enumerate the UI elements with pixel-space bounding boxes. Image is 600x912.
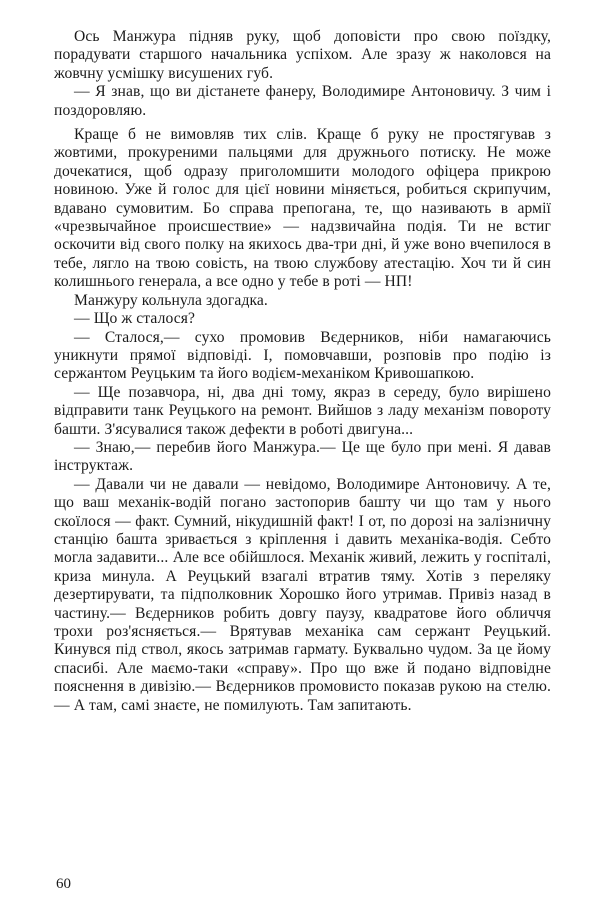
paragraph: Ось Манжура підняв руку, щоб доповісти про свою поїздку, порадувати старшого начальника успіхом. Але зразу ж наколовся на жовчну усмішку висушених губ. xyxy=(54,28,551,82)
paragraph: — Ще позавчора, ні, два дні тому, якраз в середу, було вирішено відправити танк Реуцького на ремонт. Вийшов з ладу механізм повороту башти. З'ясувалися також дефекти в роботі двигуна... xyxy=(54,383,551,438)
paragraph: — Я знав, що ви дістанете фанеру, Володимире Антоновичу. З чим і поздоровляю. xyxy=(54,83,551,119)
paragraph: — Давали чи не давали — невідомо, Володимире Антоновичу. А те, що ваш механік-водій погано застопорив башту чи що там у нього скоїлося — факт. Сумний, нікудишній факт! І от, по дорозі на залізничну станцію башта зривається з кріплення і давить механіка-водія. Себто могла задавити... Але все обійшлося. Механік живий, лежить у госпіталі, криза минула. А Реуцький взагалі втратив тяму. Хотів з переляку дезертирувати, та підполковник Хорошко його утримав. Привіз назад в частину.— Вєдерников робить довгу паузу, квадратове його обличчя трохи роз'ясняється.— Врятував механіка сам сержант Реуцький. Кинувся під ствол, якось затримав гармату. Буквально чудом. За це йому спасибі. Але маємо-таки «справу». Про що вже й подано відповідне пояснення в дивізію.— Вєдерников промовисто показав рукою на стелю.— А там, самі знаєте, не помилують. Там запитають. xyxy=(54,475,551,714)
paragraph: Краще б не вимовляв тих слів. Краще б руку не простягував з жовтими, прокуреними пальцями для дружнього потиску. Не може дочекатися, щоб одразу приголомшити молодого офіцера прикрою новиною. Уже й голос для цієї новини міняється, робиться скрипучим, вдавано сумовитим. Бо справа препогана, те, що називають в армії «чрезвычайное происшествие» — надзвичайна подія. Ти не встиг оскочити від свого полку на якихось два-три дні, й уже воно вчепилося в тебе, лягло на твою совість, на твою службову атестацію. Хоч ти й син колишнього генерала, а все одно у тебе в роті — НП! xyxy=(54,126,551,291)
paragraph: — Сталося,— сухо промовив Вєдерников, ніби намагаючись уникнути прямої відповіді. І, помовчавши, розповів про подію із сержантом Реуцьким та його водієм-механіком Кривошапкою. xyxy=(54,328,551,383)
page-text xyxy=(54,28,551,715)
page-number: 60 xyxy=(56,876,71,892)
paragraph: Манжуру кольнула здогадка. xyxy=(74,291,268,309)
paragraph: — Що ж сталося? xyxy=(74,310,196,328)
paragraph: — Знаю,— перебив його Манжура.— Це ще було при мені. Я давав інструктаж. xyxy=(54,438,551,475)
